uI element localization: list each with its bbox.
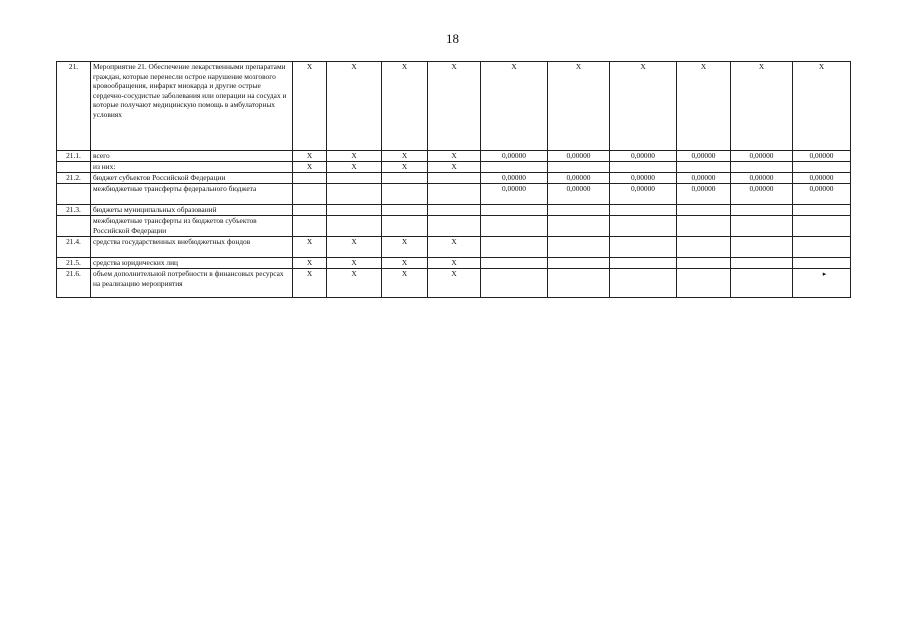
value-cell: X <box>293 258 327 269</box>
value-cell: X <box>428 258 481 269</box>
value-cell <box>731 258 793 269</box>
value-cell: X <box>327 162 382 173</box>
value-cell: X <box>428 269 481 298</box>
value-cell: 0,00000 <box>481 184 548 205</box>
value-cell <box>428 216 481 237</box>
value-cell: 0,00000 <box>731 151 793 162</box>
value-cell <box>793 162 851 173</box>
value-cell: 0,00000 <box>610 173 677 184</box>
value-cell <box>793 237 851 258</box>
value-cell <box>677 258 731 269</box>
value-cell <box>610 258 677 269</box>
row-number: 21.3. <box>57 205 91 216</box>
value-cell <box>327 216 382 237</box>
value-cell: X <box>610 62 677 151</box>
table-row <box>57 151 851 162</box>
row-number: 21.6. <box>57 269 91 298</box>
value-cell: X <box>428 151 481 162</box>
value-cell: 0,00000 <box>677 184 731 205</box>
value-cell <box>481 237 548 258</box>
value-cell: X <box>793 62 851 151</box>
value-cell: X <box>293 151 327 162</box>
row-number: 21.2. <box>57 173 91 184</box>
value-cell: 0,00000 <box>731 184 793 205</box>
value-cell: X <box>382 162 428 173</box>
value-cell <box>548 269 610 298</box>
value-cell <box>731 237 793 258</box>
value-cell <box>481 205 548 216</box>
row-number <box>57 184 91 205</box>
value-cell: X <box>428 237 481 258</box>
table-row <box>57 173 851 184</box>
row-number: 21. <box>57 62 91 151</box>
value-cell <box>327 173 382 184</box>
value-cell <box>610 269 677 298</box>
value-cell <box>677 216 731 237</box>
value-cell <box>293 184 327 205</box>
value-cell <box>610 237 677 258</box>
value-cell <box>548 205 610 216</box>
value-cell <box>481 216 548 237</box>
row-number: 21.5. <box>57 258 91 269</box>
value-cell <box>382 173 428 184</box>
value-cell <box>548 216 610 237</box>
value-cell <box>793 205 851 216</box>
marker-icon: ▸ <box>822 270 827 278</box>
value-cell <box>548 258 610 269</box>
row-description: бюджеты муниципальных образований <box>91 205 293 216</box>
budget-table <box>56 61 851 298</box>
page-number: 18 <box>446 31 459 46</box>
value-cell <box>731 269 793 298</box>
value-cell: X <box>428 62 481 151</box>
value-cell: 0,00000 <box>793 184 851 205</box>
value-cell: 0,00000 <box>548 173 610 184</box>
row-number <box>57 216 91 237</box>
value-cell <box>481 162 548 173</box>
value-cell <box>293 216 327 237</box>
table-row <box>57 216 851 237</box>
value-cell: 0,00000 <box>610 184 677 205</box>
row-description: бюджет субъектов Российской Федерации <box>91 173 293 184</box>
value-cell: X <box>677 62 731 151</box>
value-cell: X <box>382 151 428 162</box>
value-cell <box>610 205 677 216</box>
row-description: средства государственных внебюджетных фондов <box>91 237 293 258</box>
value-cell <box>293 205 327 216</box>
row-number: 21.1. <box>57 151 91 162</box>
row-description: межбюджетные трансферты из бюджетов субъектов Российской Федерации <box>91 216 293 237</box>
value-cell <box>327 205 382 216</box>
row-description: объем дополнительной потребности в финансовых ресурсах на реализацию мероприятия <box>91 269 293 298</box>
value-cell: X <box>293 269 327 298</box>
value-cell: X <box>327 237 382 258</box>
value-cell <box>793 269 851 298</box>
value-cell: X <box>731 62 793 151</box>
value-cell: 0,00000 <box>793 173 851 184</box>
value-cell <box>731 205 793 216</box>
value-cell <box>793 216 851 237</box>
value-cell <box>677 237 731 258</box>
table-row <box>57 162 851 173</box>
value-cell <box>481 269 548 298</box>
value-cell <box>481 258 548 269</box>
value-cell: X <box>548 62 610 151</box>
value-cell <box>428 184 481 205</box>
value-cell: X <box>327 269 382 298</box>
value-cell <box>677 162 731 173</box>
value-cell: 0,00000 <box>481 151 548 162</box>
row-description: из них: <box>91 162 293 173</box>
row-number <box>57 162 91 173</box>
value-cell: 0,00000 <box>548 184 610 205</box>
value-cell: X <box>327 258 382 269</box>
value-cell <box>548 162 610 173</box>
value-cell: X <box>293 62 327 151</box>
value-cell <box>428 173 481 184</box>
row-description: Мероприятие 21. Обеспечение лекарственными препаратами граждан, которые перенесли острое нарушение мозгового кровообращения, инфаркт миокарда и другие острые сердечно-сосудистые заболевания или операции на сосудах и которые получают медицинскую помощь в амбулаторных условиях <box>91 62 293 151</box>
value-cell: X <box>481 62 548 151</box>
table-row <box>57 205 851 216</box>
value-cell <box>327 184 382 205</box>
value-cell: 0,00000 <box>610 151 677 162</box>
row-description: средства юридических лиц <box>91 258 293 269</box>
value-cell: X <box>327 62 382 151</box>
value-cell: X <box>293 162 327 173</box>
value-cell: X <box>382 269 428 298</box>
value-cell: 0,00000 <box>677 173 731 184</box>
value-cell: 0,00000 <box>481 173 548 184</box>
value-cell: X <box>382 237 428 258</box>
value-cell <box>293 173 327 184</box>
table-row <box>57 269 851 298</box>
value-cell <box>428 205 481 216</box>
table-row <box>57 62 851 151</box>
row-description: межбюджетные трансферты федерального бюджета <box>91 184 293 205</box>
value-cell: 0,00000 <box>731 173 793 184</box>
row-number: 21.4. <box>57 237 91 258</box>
value-cell: 0,00000 <box>548 151 610 162</box>
value-cell <box>382 205 428 216</box>
table-row <box>57 258 851 269</box>
row-description: всего <box>91 151 293 162</box>
value-cell <box>610 162 677 173</box>
value-cell <box>731 216 793 237</box>
value-cell <box>677 205 731 216</box>
value-cell: X <box>382 62 428 151</box>
value-cell <box>382 184 428 205</box>
value-cell: X <box>382 258 428 269</box>
table-row <box>57 184 851 205</box>
value-cell: X <box>327 151 382 162</box>
value-cell <box>677 269 731 298</box>
value-cell <box>731 162 793 173</box>
value-cell <box>382 216 428 237</box>
table-row <box>57 237 851 258</box>
value-cell <box>610 216 677 237</box>
value-cell: X <box>428 162 481 173</box>
value-cell: 0,00000 <box>793 151 851 162</box>
value-cell <box>548 237 610 258</box>
value-cell <box>793 258 851 269</box>
value-cell: X <box>293 237 327 258</box>
value-cell: 0,00000 <box>677 151 731 162</box>
